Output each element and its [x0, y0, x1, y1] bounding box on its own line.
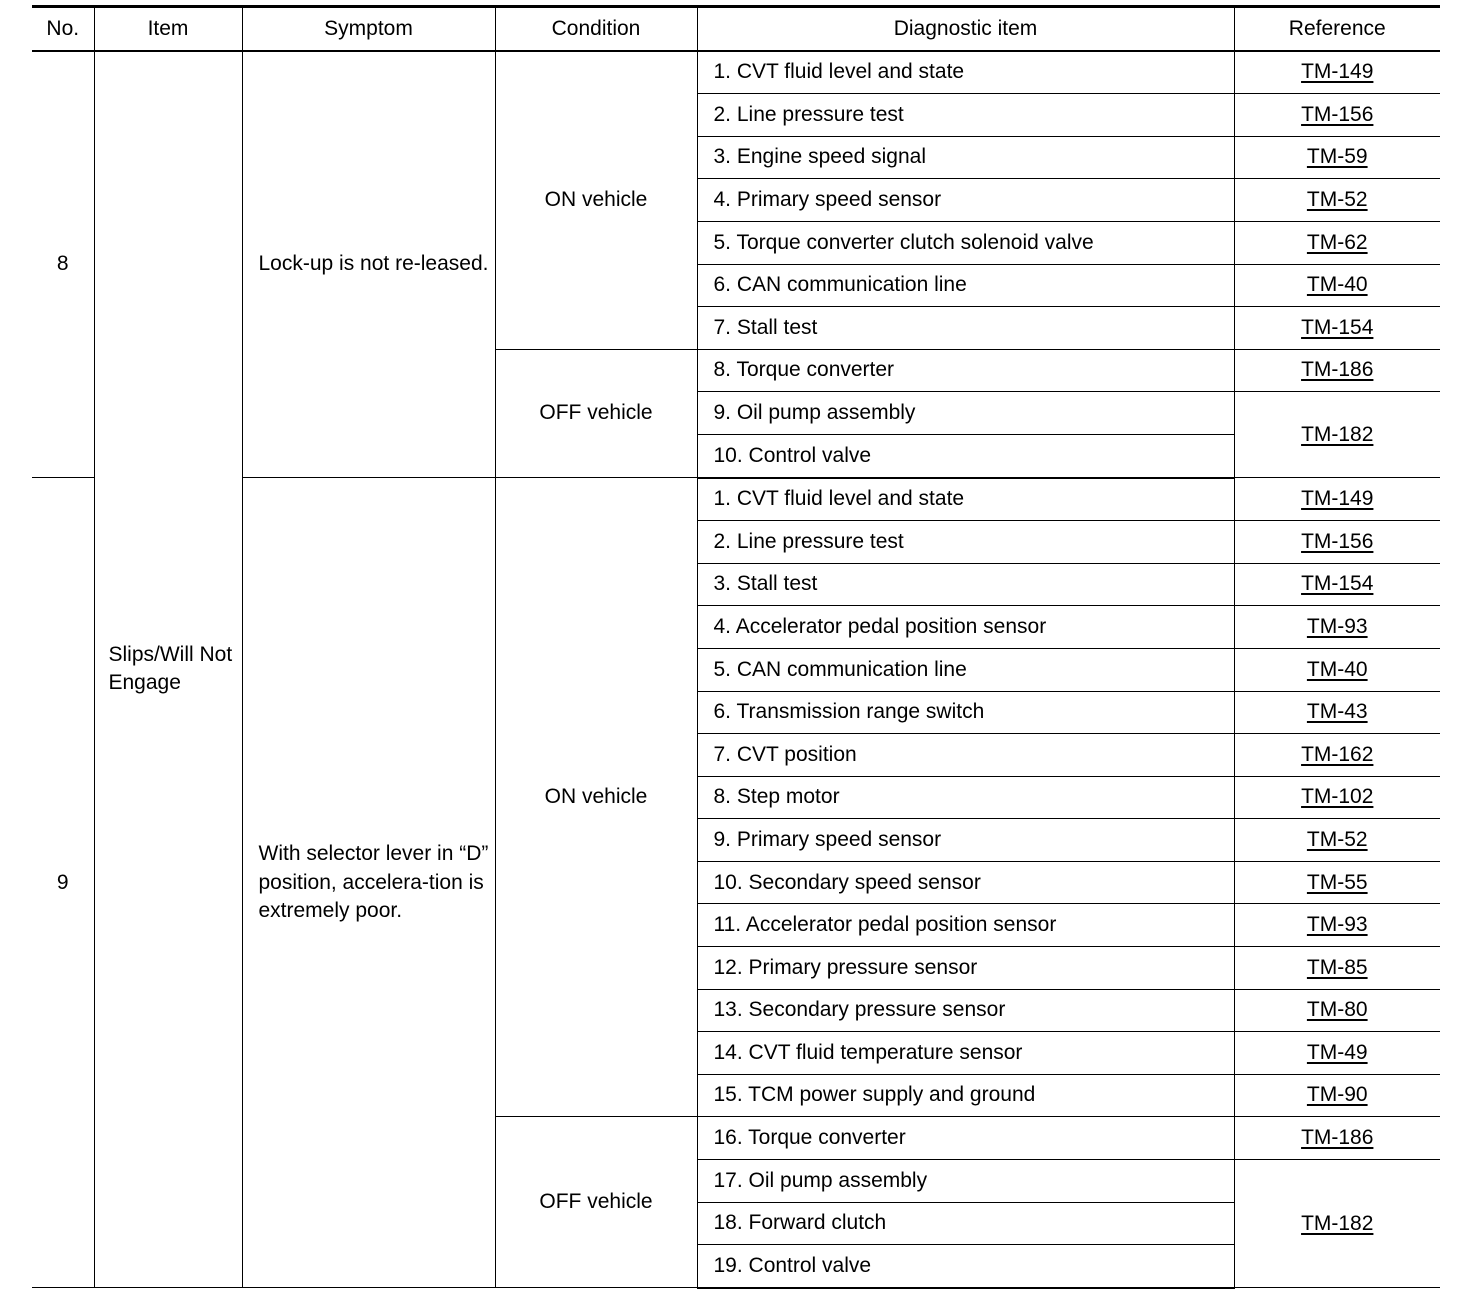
reference-link[interactable]: TM-102	[1301, 785, 1374, 809]
diagnostic-item-cell: 2. Line pressure test	[697, 521, 1234, 564]
reference-link[interactable]: TM-182	[1301, 1211, 1374, 1235]
diagnostic-item-cell: 5. Torque converter clutch solenoid valve	[697, 221, 1234, 264]
reference-link[interactable]: TM-80	[1306, 998, 1368, 1022]
diagnostic-item-cell: 15. TCM power supply and ground	[697, 1074, 1234, 1117]
reference-cell	[1234, 989, 1440, 1032]
header-row	[32, 7, 1440, 51]
reference-cell	[1234, 478, 1440, 521]
reference-link[interactable]: TM-52	[1306, 827, 1368, 851]
reference-cell	[1234, 221, 1440, 264]
item-number-cell: 8	[32, 51, 94, 478]
reference-link[interactable]: TM-186	[1301, 358, 1374, 382]
diagnostic-item-cell: 7. Stall test	[697, 307, 1234, 350]
reference-cell	[1234, 904, 1440, 947]
reference-cell	[1234, 521, 1440, 564]
condition-cell: OFF vehicle	[495, 349, 697, 477]
reference-cell	[1234, 861, 1440, 904]
diagnostic-item-cell: 14. CVT fluid temperature sensor	[697, 1032, 1234, 1075]
diagnostic-item-cell: 9. Primary speed sensor	[697, 819, 1234, 862]
reference-link[interactable]: TM-59	[1306, 145, 1368, 169]
reference-cell	[1234, 349, 1440, 392]
diagnostic-item-cell: 6. CAN communication line	[697, 264, 1234, 307]
diagnostic-item-cell: 17. Oil pump assembly	[697, 1160, 1234, 1203]
reference-cell	[1234, 606, 1440, 649]
reference-link[interactable]: TM-40	[1306, 657, 1368, 681]
reference-cell	[1234, 1074, 1440, 1117]
reference-link[interactable]: TM-156	[1301, 529, 1374, 553]
diagnostic-item-cell: 10. Secondary speed sensor	[697, 861, 1234, 904]
reference-cell	[1234, 136, 1440, 179]
diagnostic-item-cell: 6. Transmission range switch	[697, 691, 1234, 734]
reference-link[interactable]: TM-55	[1306, 870, 1368, 894]
diagnostic-item-cell: 18. Forward clutch	[697, 1202, 1234, 1245]
diagnostic-item-cell: 5. CAN communication line	[697, 648, 1234, 691]
diagnostic-item-cell: 11. Accelerator pedal position sensor	[697, 904, 1234, 947]
diagnostic-item-cell: 8. Step motor	[697, 776, 1234, 819]
reference-cell	[1234, 648, 1440, 691]
reference-link[interactable]: TM-149	[1301, 486, 1374, 510]
diagnostic-item-cell: 3. Stall test	[697, 563, 1234, 606]
condition-cell: ON vehicle	[495, 478, 697, 1117]
diagnostic-item-cell: 7. CVT position	[697, 734, 1234, 777]
reference-cell	[1234, 307, 1440, 350]
header-diagnostic-item: Diagnostic item	[697, 7, 1234, 51]
reference-cell	[1234, 563, 1440, 606]
header-item: Item	[94, 7, 242, 51]
reference-cell	[1234, 179, 1440, 222]
diagnostic-item-cell: 8. Torque converter	[697, 349, 1234, 392]
condition-cell: OFF vehicle	[495, 1117, 697, 1288]
diagnostic-item-cell: 13. Secondary pressure sensor	[697, 989, 1234, 1032]
diagnostic-item-cell: 9. Oil pump assembly	[697, 392, 1234, 435]
reference-link[interactable]: TM-186	[1301, 1126, 1374, 1150]
reference-cell	[1234, 734, 1440, 777]
reference-link[interactable]: TM-149	[1301, 60, 1374, 84]
symptom-cell: With selector lever in “D” position, accelera-tion is extremely poor.	[242, 478, 495, 1288]
reference-link[interactable]: TM-182	[1301, 422, 1374, 446]
header-no: No.	[32, 7, 94, 51]
header-symptom: Symptom	[242, 7, 495, 51]
reference-link[interactable]: TM-49	[1306, 1040, 1368, 1064]
reference-link[interactable]: TM-154	[1301, 572, 1374, 596]
reference-link[interactable]: TM-85	[1306, 955, 1368, 979]
symptom-cell: Lock-up is not re-leased.	[242, 51, 495, 478]
symptom-diagnosis-table	[32, 5, 1440, 1289]
reference-link[interactable]: TM-43	[1306, 700, 1368, 724]
reference-link[interactable]: TM-52	[1306, 188, 1368, 211]
diagnostic-item-cell: 1. CVT fluid level and state	[697, 478, 1234, 521]
diagnosis-table-container	[32, 5, 1440, 1289]
header-reference: Reference	[1234, 7, 1440, 51]
reference-cell	[1234, 392, 1440, 478]
table-body	[32, 51, 1440, 1288]
reference-cell	[1234, 51, 1440, 94]
header-condition: Condition	[495, 7, 697, 51]
reference-cell	[1234, 264, 1440, 307]
diagnostic-item-cell: 10. Control valve	[697, 434, 1234, 477]
diagnostic-item-cell: 4. Primary speed sensor	[697, 179, 1234, 222]
reference-cell	[1234, 1160, 1440, 1288]
diagnostic-item-cell: 19. Control valve	[697, 1245, 1234, 1288]
reference-link[interactable]: TM-154	[1301, 315, 1374, 339]
table-row	[32, 51, 1440, 94]
reference-cell	[1234, 94, 1440, 137]
reference-link[interactable]: TM-40	[1306, 273, 1368, 297]
reference-cell	[1234, 691, 1440, 734]
diagnostic-item-cell: 3. Engine speed signal	[697, 136, 1234, 179]
reference-cell	[1234, 819, 1440, 862]
reference-link[interactable]: TM-93	[1306, 913, 1368, 937]
reference-link[interactable]: TM-162	[1301, 742, 1374, 766]
condition-cell: ON vehicle	[495, 51, 697, 350]
reference-cell	[1234, 1032, 1440, 1075]
reference-cell	[1234, 1117, 1440, 1160]
reference-link[interactable]: TM-93	[1306, 614, 1368, 638]
diagnostic-item-cell: 16. Torque converter	[697, 1117, 1234, 1160]
item-number-cell: 9	[32, 478, 94, 1288]
diagnostic-item-cell: 12. Primary pressure sensor	[697, 947, 1234, 990]
diagnostic-item-cell: 4. Accelerator pedal position sensor	[697, 606, 1234, 649]
table-row	[32, 478, 1440, 521]
reference-link[interactable]: TM-90	[1306, 1083, 1368, 1107]
reference-link[interactable]: TM-156	[1301, 102, 1374, 126]
diagnostic-item-cell: 2. Line pressure test	[697, 94, 1234, 137]
reference-link[interactable]: TM-62	[1306, 230, 1368, 254]
reference-cell	[1234, 776, 1440, 819]
item-name-cell: Slips/Will Not Engage	[94, 51, 242, 1288]
diagnostic-item-cell: 1. CVT fluid level and state	[697, 51, 1234, 94]
reference-cell	[1234, 947, 1440, 990]
